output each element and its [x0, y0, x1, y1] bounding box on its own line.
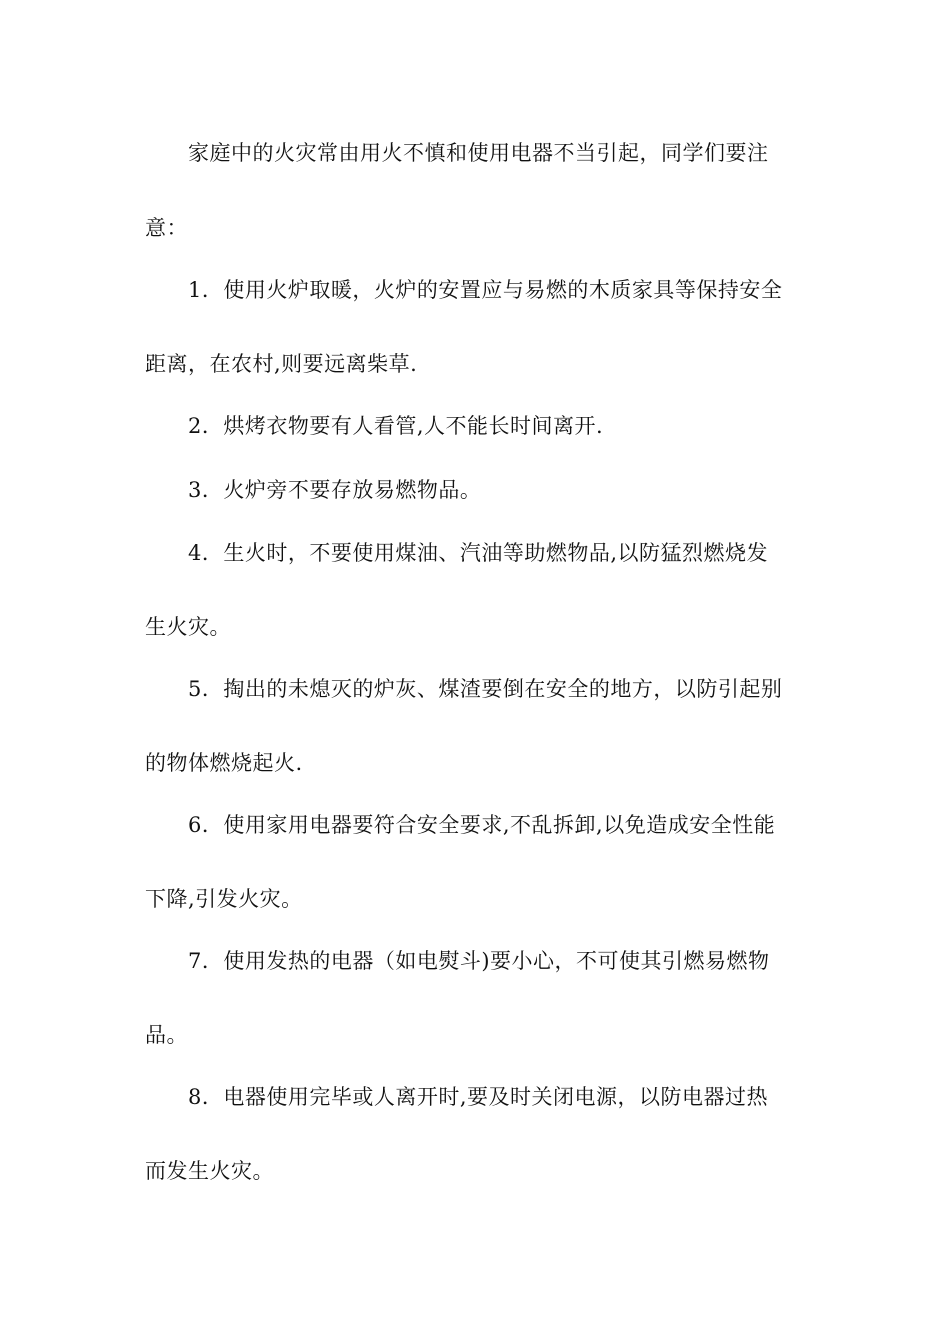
- item-5-line-2: 的物体燃烧起火.: [145, 751, 303, 775]
- item-8-line-1: 8．电器使用完毕或人离开时,要及时关闭电源，以防电器过热: [188, 1085, 769, 1109]
- item-3-line-1: 3．火炉旁不要存放易燃物品。: [188, 478, 482, 502]
- item-2-line-1: 2．烘烤衣物要有人看管,人不能长时间离开.: [188, 414, 604, 438]
- intro-line-1: 家庭中的火灾常由用火不慎和使用电器不当引起，同学们要注: [188, 141, 769, 165]
- item-7-line-2: 品。: [145, 1023, 188, 1047]
- item-7-line-1: 7．使用发热的电器（如电熨斗)要小心，不可使其引燃易燃物: [188, 949, 770, 973]
- item-6-line-2: 下降,引发火灾。: [145, 887, 303, 911]
- item-4-line-2: 生火灾。: [145, 615, 231, 639]
- item-6-line-1: 6．使用家用电器要符合安全要求,不乱拆卸,以免造成安全性能: [188, 813, 776, 837]
- item-5-line-1: 5．掏出的未熄灭的炉灰、煤渣要倒在安全的地方，以防引起别: [188, 677, 783, 701]
- item-4-line-1: 4．生火时，不要使用煤油、汽油等助燃物品,以防猛烈燃烧发: [188, 541, 769, 565]
- intro-line-2: 意：: [145, 216, 188, 240]
- item-1-line-2: 距离，在农村,则要远离柴草.: [145, 352, 418, 376]
- item-8-line-2: 而发生火灾。: [145, 1159, 274, 1183]
- item-1-line-1: 1．使用火炉取暖，火炉的安置应与易燃的木质家具等保持安全: [188, 278, 783, 302]
